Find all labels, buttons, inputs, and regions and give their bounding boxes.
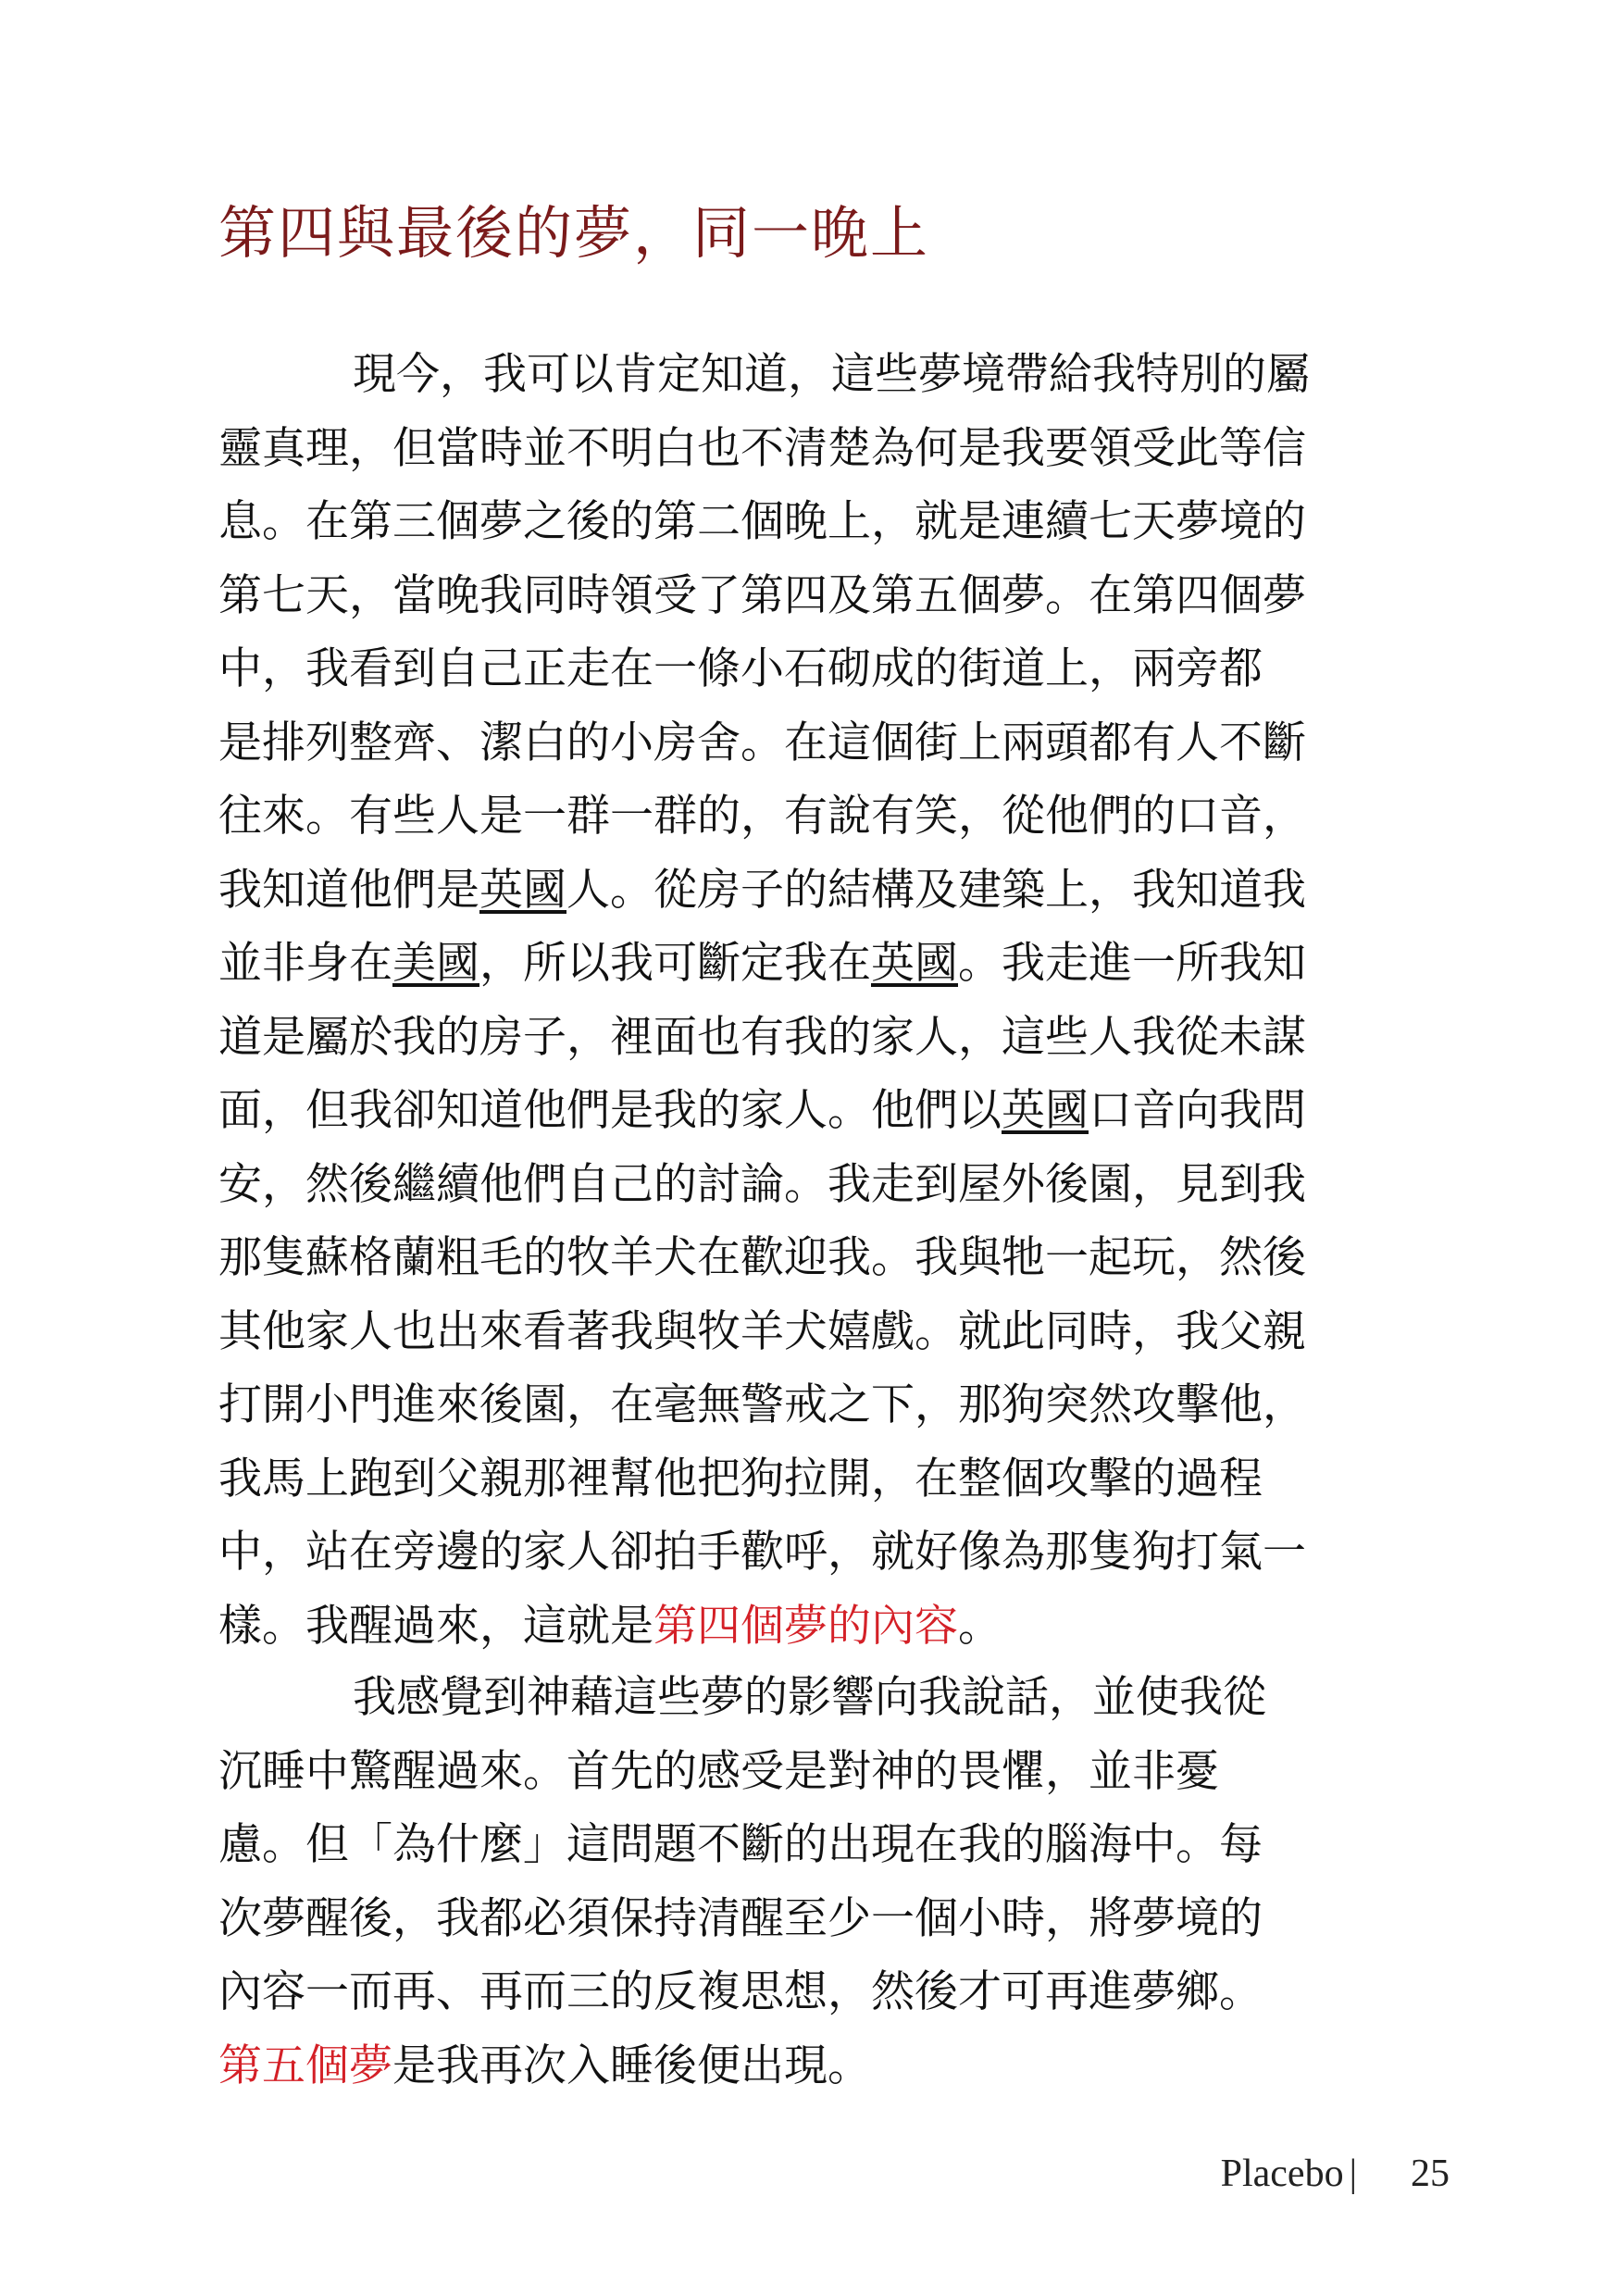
footer-separator: | — [1349, 2152, 1357, 2195]
text-line: 是排列整齊、潔白的小房舍。在這個街上兩頭都有人不斷 — [218, 717, 1306, 768]
page-footer — [1221, 2152, 1450, 2196]
text-line: 面，但我卻知道他們是我的家人。他們以英國口音向我問 — [218, 1085, 1306, 1136]
underlined-term: 英國 — [479, 864, 566, 916]
paragraph-2 — [218, 1661, 1450, 2103]
highlighted-phrase: 第四個夢的內容 — [653, 1600, 958, 1652]
text-line: 中，我看到自己正走在一條小石砌成的街道上，兩旁都 — [218, 643, 1263, 694]
text-line: 其他家人也出來看著我與牧羊犬嬉戲。就此同時，我父親 — [218, 1305, 1306, 1357]
footer-brand: Placebo — [1220, 2152, 1344, 2195]
text-line: 那隻蘇格蘭粗毛的牧羊犬在歡迎我。我與牠一起玩，然後 — [218, 1232, 1306, 1283]
text-line: 打開小門進來後園，在毫無警戒之下，那狗突然攻擊他， — [218, 1379, 1306, 1430]
paragraph-1 — [218, 338, 1450, 1663]
text-line: 慮。但「為什麼」這問題不斷的出現在我的腦海中。每 — [218, 1819, 1263, 1870]
highlighted-phrase: 第五個夢 — [218, 2040, 392, 2091]
page-number: 25 — [1411, 2152, 1450, 2195]
text-line: 並非身在美國，所以我可斷定我在英國。我走進一所我知 — [218, 938, 1306, 989]
text-line: 我知道他們是英國人。從房子的結構及建築上，我知道我 — [218, 864, 1306, 916]
text-line: 靈真理，但當時並不明白也不清楚為何是我要領受此等信 — [218, 422, 1306, 474]
underlined-term: 英國 — [871, 938, 958, 989]
text-line: 安，然後繼續他們自己的討論。我走到屋外後園，見到我 — [218, 1158, 1306, 1210]
text-line: 道是屬於我的房子，裡面也有我的家人，這些人我從未謀 — [218, 1011, 1306, 1063]
text-line: 我感覺到神藉這些夢的影響向我說話，並使我從 — [353, 1672, 1266, 1723]
text-line: 沉睡中驚醒過來。首先的感受是對神的畏懼，並非憂 — [218, 1745, 1219, 1797]
text-line: 次夢醒後，我都必須保持清醒至少一個小時，將夢境的 — [218, 1892, 1263, 1944]
text-line: 我馬上跑到父親那裡幫他把狗拉開，在整個攻擊的過程 — [218, 1453, 1263, 1504]
text-line: 息。在第三個夢之後的第二個晚上，就是連續七天夢境的 — [218, 496, 1306, 547]
text-line: 內容一而再、再而三的反複思想，然後才可再進夢鄉。 — [218, 1966, 1263, 2017]
text-line: 往來。有些人是一群一群的，有說有笑，從他們的口音， — [218, 791, 1306, 842]
text-line: 第七天，當晚我同時領受了第四及第五個夢。在第四個夢 — [218, 569, 1306, 621]
chapter-title: 第四與最後的夢，同一晚上 — [218, 199, 930, 267]
text-line: 現今，我可以肯定知道，這些夢境帶給我特別的屬 — [353, 349, 1310, 400]
text-line: 中，站在旁邊的家人卻拍手歡呼，就好像為那隻狗打氣一 — [218, 1527, 1306, 1578]
underlined-term: 美國 — [392, 938, 479, 989]
text-line: 第五個夢是我再次入睡後便出現。 — [218, 2040, 871, 2091]
underlined-term: 英國 — [1002, 1085, 1089, 1136]
text-line: 樣。我醒過來，這就是第四個夢的內容。 — [218, 1600, 1002, 1652]
